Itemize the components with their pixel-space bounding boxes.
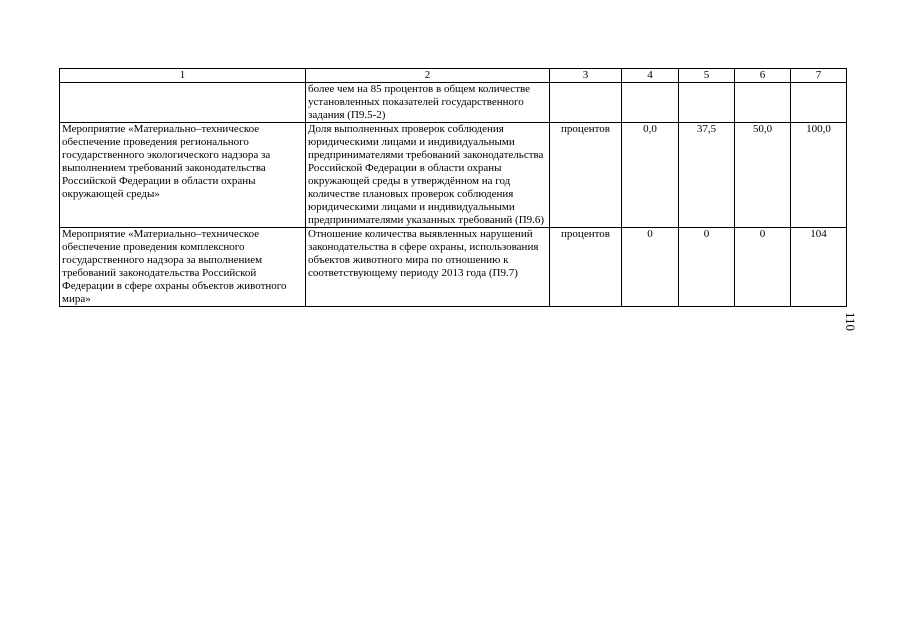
value-cell: 37,5 [679, 123, 735, 228]
column-header: 4 [622, 69, 679, 83]
table-header-row [60, 69, 847, 83]
unit-cell [550, 83, 622, 123]
column-header: 7 [791, 69, 847, 83]
value-cell: 0 [735, 228, 791, 307]
indicators-table [59, 68, 847, 307]
column-header: 1 [60, 69, 306, 83]
value-cell: 104 [791, 228, 847, 307]
table-row [60, 123, 847, 228]
value-cell: 50,0 [735, 123, 791, 228]
column-header: 2 [306, 69, 550, 83]
unit-cell: процентов [550, 123, 622, 228]
activity-cell: Мероприятие «Материально–техническое обеспечение проведения регионального государственного экологического надзора за выполнением требований законодательства Российской Федерации в области охраны окружающей среды» [60, 123, 306, 228]
value-cell: 100,0 [791, 123, 847, 228]
unit-cell: процентов [550, 228, 622, 307]
column-header: 3 [550, 69, 622, 83]
activity-cell [60, 83, 306, 123]
indicator-cell: Отношение количества выявленных нарушений законодательства в сфере охраны, использования объектов животного мира по отношению к соответствующему периоду 2013 года (П9.7) [306, 228, 550, 307]
table-row [60, 228, 847, 307]
indicator-cell: более чем на 85 процентов в общем количестве установленных показателей государственного задания (П9.5-2) [306, 83, 550, 123]
value-cell: 0,0 [622, 123, 679, 228]
value-cell [679, 83, 735, 123]
column-header: 5 [679, 69, 735, 83]
value-cell [791, 83, 847, 123]
value-cell: 0 [622, 228, 679, 307]
activity-cell: Мероприятие «Материально–техническое обеспечение проведения комплексного государственного надзора за выполнением требований законодательства Российской Федерации в сфере охраны объектов животного мира» [60, 228, 306, 307]
indicator-cell: Доля выполненных проверок соблюдения юридическими лицами и индивидуальными предпринимателями требований законодательства Российской Федерации в области охраны окружающей среды в утверждённом на год количестве плановых проверок соблюдения юридическими лицами и индивидуальными предпринимателями указанных требований (П9.6) [306, 123, 550, 228]
column-header: 6 [735, 69, 791, 83]
page-number: 110 [843, 312, 858, 332]
value-cell [735, 83, 791, 123]
table-row [60, 83, 847, 123]
value-cell: 0 [679, 228, 735, 307]
value-cell [622, 83, 679, 123]
